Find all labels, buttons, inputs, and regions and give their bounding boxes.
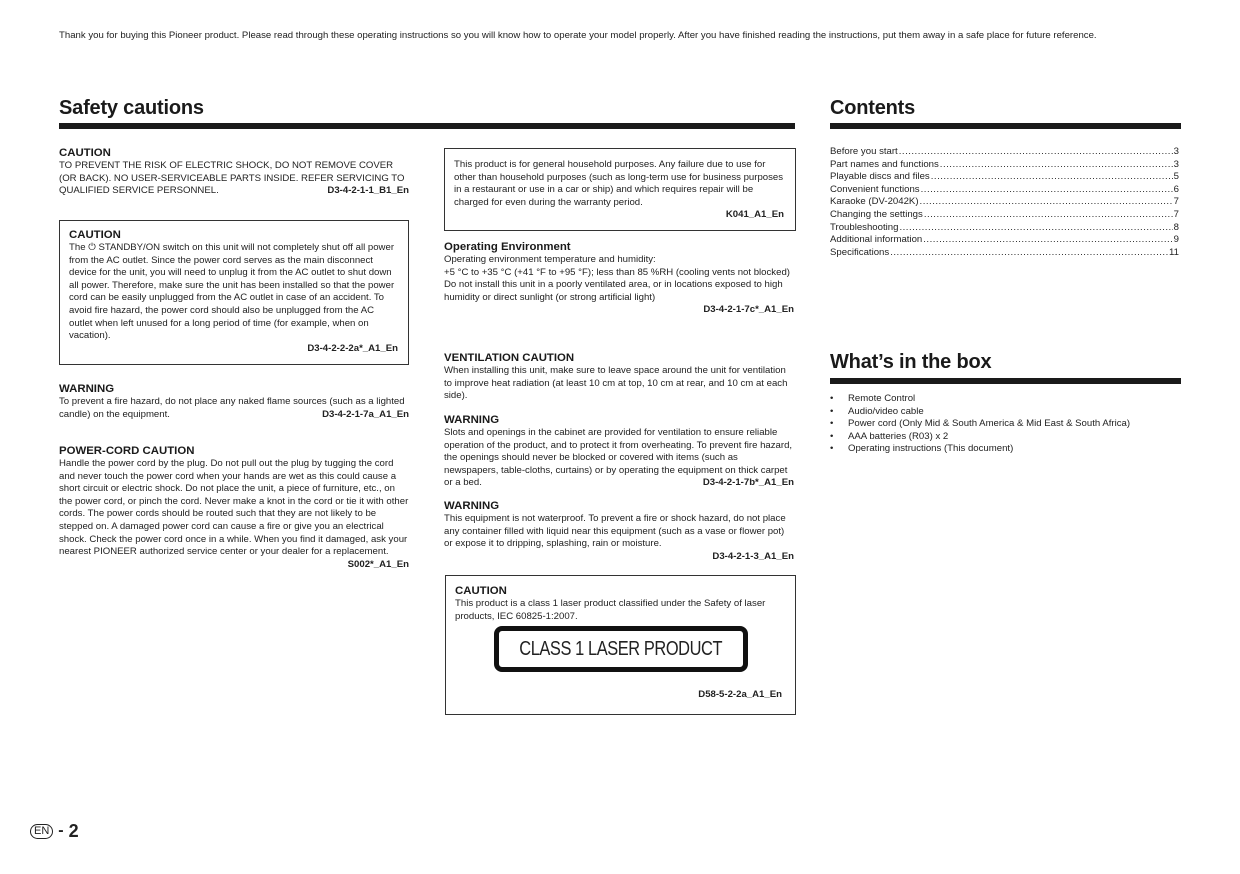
toc-leader [931,171,1173,184]
toc-entry-page: 8 [1173,221,1179,233]
ventilation-text: When installing this unit, make sure to leave space around the unit for ventilation to improve heat radiation (at least 10 cm at top, 10 cm at rear, and 10 cm at each side). [444,365,788,402]
toc-entry-label: Convenient functions [830,183,920,195]
toc-leader [899,222,1172,235]
environment-heading: Operating Environment [444,241,571,253]
standby-caution-box [59,220,409,365]
toc-entry-page: 11 [1169,246,1179,258]
toc-entry-label: Before you start [830,146,898,157]
warning-flame-section [59,383,409,421]
toc-leader [899,146,1173,159]
environment-line1: Operating environment temperature and humidity: [444,254,656,265]
standby-caution-text: The ⏻ STANDBY/ON switch on this unit will not completely shut off all power from the AC outlet. Since the power cord serves as the main disconnect device for the unit, you will need to unplug it from the AC outlet to shut down all power. Therefore, make sure the unit has been installed so that the power cord can be easily unplugged from the AC outlet in case of an accident. To avoid fire hazard, the power cord should also be unplugged from the AC outlet when left unused for a long period of time (for example, when on vacation). [69,242,395,342]
warning-water-text: This equipment is not waterproof. To prevent a fire or shock hazard, do not place any container filled with liquid near this equipment (such as a vase or flower pot) or expose it to dripping, splashing, rain or moisture. [444,513,786,550]
caution-section [59,147,409,198]
toc-entry-label: Playable discs and files [830,171,930,183]
safety-title-rule [59,123,795,129]
warning-flame-heading: WARNING [59,383,115,395]
safety-cautions-title: Safety cautions [59,97,204,119]
laser-product-label [494,626,748,672]
laser-caution-text: This product is a class 1 laser product classified under the Safety of laser products, IEC 60825-1:2007. [455,598,766,622]
toc-entry-label: Karaoke (DV-2042K) [830,196,919,208]
toc-leader [890,247,1168,260]
toc-entry-label: Changing the settings [830,208,923,220]
toc-entry-page: 3 [1173,158,1179,170]
caution-text: TO PREVENT THE RISK OF ELECTRIC SHOCK, DO NOT REMOVE COVER (OR BACK). NO USER-SERVICEABLE PARTS INSIDE. REFER SERVICING TO QUALIFIED SERVICE PERSONNEL. D3-4-2-1-1_B1_En [59,160,409,197]
toc-entry[interactable] [830,247,1179,260]
box-item: • Remote Control [848,393,1198,406]
box-item: • Audio/video cable [848,406,1198,419]
toc-entry[interactable] [830,184,1179,197]
contents-title-rule [830,123,1181,129]
power-cord-section [59,445,409,571]
warning-flame-text: To prevent a fire hazard, do not place any naked flame sources (such as a lighted candle) on the equipment. D3-4-2-1-7a_A1_En [59,396,409,420]
warning-openings-code: D3-4-2-1-7b*_A1_En [702,477,794,489]
power-cord-heading: POWER-CORD CAUTION [59,445,195,457]
environment-code: D3-4-2-1-7c*_A1_En [703,304,794,316]
environment-line2: +5 °C to +35 °C (+41 °F to +95 °F); less than 85 %RH (cooling vents not blocked) [444,266,790,278]
toc-leader [921,184,1173,197]
environment-section [444,241,794,317]
toc-entry[interactable] [830,196,1179,209]
toc-entry[interactable] [830,209,1179,222]
warning-water-heading: WARNING [444,500,500,512]
toc-entry-page: 5 [1173,171,1179,183]
ventilation-section [444,352,794,403]
toc-entry-label: Specifications [830,246,890,258]
box-title-rule [830,378,1181,384]
warning-openings-section [444,414,794,490]
toc-entry[interactable] [830,146,1179,159]
contents-list [830,146,1179,259]
warning-openings-heading: WARNING [444,414,500,426]
toc-entry-label: Part names and functions [830,158,939,170]
warning-openings-text: Slots and openings in the cabinet are provided for ventilation to ensure reliable operation of the product, and to protect it from overheating. To prevent fire hazard, the openings should never be blocked or covered with items (such as newspapers, table-cloths, curtains) or by operating the equipment on thick carpet or a bed. D3-4-2-1-7b*_A1_En [444,427,794,489]
toc-entry-page: 6 [1173,183,1179,195]
household-box [444,148,796,231]
toc-leader [923,234,1172,247]
caution-code: D3-4-2-1-1_B1_En [327,185,409,197]
laser-caution-box [445,575,796,715]
box-item: • AAA batteries (R03) x 2 [848,431,1198,444]
standby-caution-code: D3-4-2-2-2a*_A1_En [307,342,398,354]
toc-entry[interactable] [830,171,1179,184]
toc-entry-page: 9 [1173,234,1179,246]
environment-line3: Do not install this unit in a poorly ventilated area, or in locations exposed to high humidity or direct sunlight (or strong artificial light) [444,279,783,303]
power-cord-code: S002*_A1_En [347,558,409,570]
toc-entry-page: 3 [1173,146,1179,157]
language-badge: EN [30,824,53,839]
ventilation-heading: VENTILATION CAUTION [444,352,575,364]
intro-text: Thank you for buying this Pioneer product. Please read through these operating instructions so you will know how to operate your model properly. After you have finished reading the instructions, put them away in a safe place for future reference. [59,30,1097,41]
toc-leader [920,196,1173,209]
laser-caution-heading: CAUTION [455,585,507,597]
household-text: This product is for general household purposes. Any failure due to use for other than household purposes (such as long-term use for business purposes in a restaurant or use in a car or ship) and which requires repair will be charged for even during the warranty period. [454,159,784,208]
warning-water-section [444,500,794,563]
toc-entry-label: Troubleshooting [830,221,899,233]
box-contents-list [830,393,1198,456]
box-contents-title: What’s in the box [830,351,992,373]
toc-entry[interactable] [830,234,1179,247]
toc-entry-page: 7 [1173,196,1179,208]
toc-entry-page: 7 [1173,208,1179,220]
standby-caution-heading: CAUTION [69,229,121,241]
toc-leader [940,159,1173,172]
laser-caution-code: D58-5-2-2a_A1_En [698,689,782,700]
page-footer [30,821,79,842]
laser-product-label-text: CLASS 1 LASER PRODUCT [519,637,723,660]
toc-entry[interactable] [830,159,1179,172]
box-item: • Operating instructions (This document) [848,443,1198,456]
warning-water-code: D3-4-2-1-3_A1_En [712,550,794,562]
toc-entry[interactable] [830,222,1179,235]
page-number-separator: - [58,822,64,840]
caution-heading: CAUTION [59,147,111,159]
warning-flame-code: D3-4-2-1-7a_A1_En [322,408,409,420]
power-cord-text: Handle the power cord by the plug. Do not pull out the plug by tugging the cord and never touch the power cord when your hands are wet as this could cause a short circuit or electric shock. Do not place the unit, a piece of furniture, etc., on the power cord, or pinch the cord. Never make a knot in the cord or tie it with other cords. The power cords should be routed such that they are not likely to be stepped on. A damaged power cord can cause a fire or give you an electrical shock. Check the power cord once in a while. When you find it damaged, ask your nearest PIONEER authorized service center or your dealer for a replacement. S002*_A1_En [59,458,409,570]
toc-leader [924,209,1173,222]
toc-entry-label: Additional information [830,234,923,246]
page-number: 2 [68,821,79,842]
contents-title: Contents [830,97,916,119]
box-item: • Power cord (Only Mid & South America & Mid East & South Africa) [848,418,1198,431]
household-code: K041_A1_En [725,209,784,221]
